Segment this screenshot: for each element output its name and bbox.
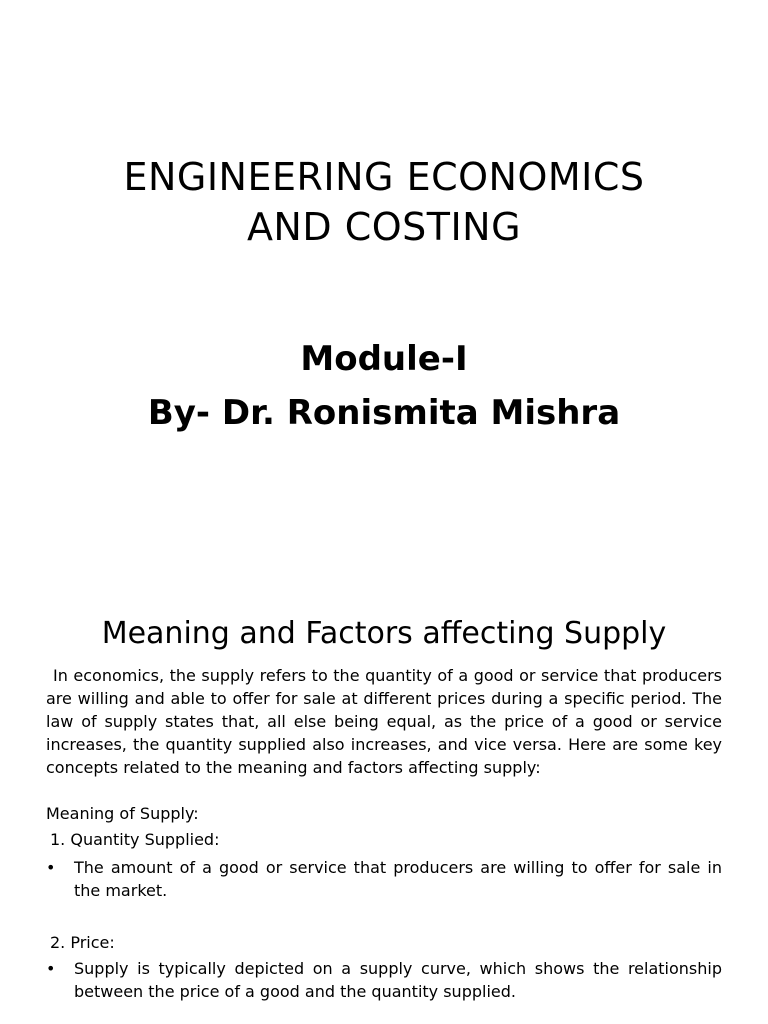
title-line-2: AND COSTING (246, 205, 522, 249)
meaning-heading: Meaning of Supply: (46, 804, 199, 823)
item-heading-quantity-supplied: 1. Quantity Supplied: (50, 830, 220, 849)
bullet-icon: • (46, 959, 56, 978)
bullet-text: The amount of a good or service that producers are willing to offer for sale in the market. (74, 858, 722, 900)
section-title: Meaning and Factors affecting Supply (101, 616, 667, 651)
bullet-item-quantity-supplied (46, 856, 722, 902)
bullet-text: Supply is typically depicted on a supply curve, which shows the relationship between the price of a good and the quantity supplied. (74, 959, 722, 1001)
item-heading-price: 2. Price: (50, 933, 115, 952)
module-label: Module-I (300, 339, 468, 379)
bullet-icon: • (46, 858, 56, 877)
bullet-item-price (46, 957, 722, 1003)
document-subtitle (0, 332, 768, 440)
intro-paragraph: In economics, the supply refers to the quantity of a good or service that producers are willing and able to offer for sale at different prices during a specific period. The law of supply states that, all else being equal, as the price of a good or service increases, the quantity supplied also increases, and vice versa. Here are some key concepts related to the meaning and factors affecting supply: (46, 666, 722, 777)
title-line-1: ENGINEERING ECONOMICS (123, 155, 645, 199)
document-title (0, 152, 768, 252)
author-line: By- Dr. Ronismita Mishra (147, 393, 621, 433)
